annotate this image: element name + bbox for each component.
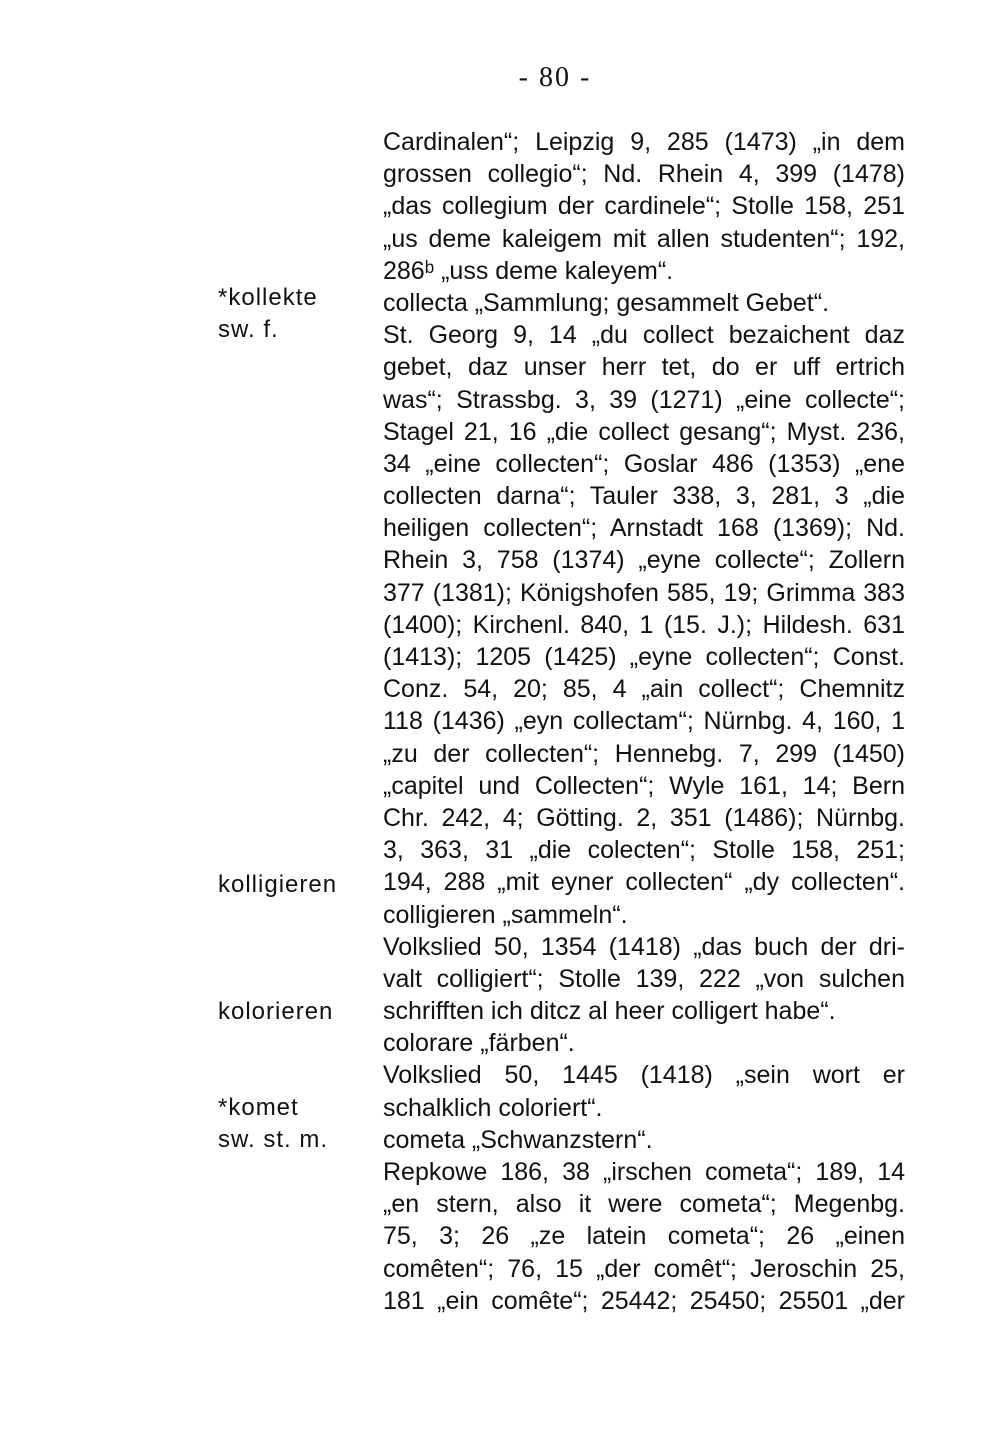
text-line: colorare „färben“.: [383, 1029, 575, 1058]
text-line: St. Georg 9, 14 „du collect bezaichent daz: [383, 321, 905, 350]
text-line: „das collegium der cardinele“; Stolle 158, 251: [383, 192, 905, 221]
text-line: Volkslied 50, 1354 (1418) „das buch der dri-: [383, 932, 905, 961]
text-line: grossen collegio“; Nd. Rhein 4, 399 (1478): [383, 160, 905, 189]
body-text: [383, 126, 905, 1317]
text-line: Volkslied 50, 1445 (1418) „sein wort er: [383, 1061, 905, 1090]
text-line: Repkowe 186, 38 „irschen cometa“; 189, 14: [383, 1158, 905, 1186]
text-line: collecten darna“; Tauler 338, 3, 281, 3 „die: [383, 482, 905, 511]
margin-label-komet-gender: sw. st. m.: [218, 1126, 329, 1153]
margin-label-kolorieren: kolorieren: [218, 998, 334, 1025]
text-line: cometa „Schwanzstern“.: [383, 1125, 653, 1154]
text-line: heiligen collecten“; Arnstadt 168 (1369); Nd.: [383, 514, 905, 543]
text-line: 34 „eine collecten“; Goslar 486 (1353) „ene: [383, 449, 905, 478]
text-line: Chr. 242, 4; Götting. 2, 351 (1486); Nürnbg.: [383, 803, 905, 832]
margin-label-kollekte-gender: sw. f.: [218, 316, 279, 343]
text-line: „capitel und Collecten“; Wyle 161, 14; Bern: [383, 771, 905, 800]
text-line: 194, 288 „mit eyner collecten“ „dy collecten“.: [383, 868, 905, 897]
text-line: Rhein 3, 758 (1374) „eyne collecte“; Zollern: [383, 546, 905, 575]
margin-label-komet: *komet: [218, 1094, 299, 1121]
text-line: (1400); Kirchenl. 840, 1 (15. J.); Hildesh. 631: [383, 610, 905, 639]
text-line: 181 „ein comête“; 25442; 25450; 25501 „der: [383, 1286, 905, 1315]
text-line: collecta „Sammlung; gesammelt Gebet“.: [383, 288, 830, 317]
text-line: was“; Strassbg. 3, 39 (1271) „eine collecte“;: [383, 385, 905, 414]
text-line: Conz. 54, 20; 85, 4 „ain collect“; Chemnitz: [383, 675, 905, 704]
text-line: schalklich coloriert“.: [383, 1093, 603, 1122]
margin-label-kollekte: *kollekte: [218, 284, 318, 311]
text-line: gebet, daz unser herr tet, do er uff ertrich: [383, 353, 905, 382]
margin-label-kolligieren: kolligieren: [218, 871, 338, 898]
text-line: comêten“; 76, 15 „der comêt“; Jeroschin 25,: [383, 1254, 905, 1283]
text-line: 75, 3; 26 „ze latein cometa“; 26 „einen: [383, 1222, 905, 1251]
text-line: 286ᵇ „uss deme kaleyem“.: [383, 256, 674, 285]
text-line: schrifften ich ditcz al heer colligert habe“.: [383, 997, 836, 1026]
text-line: Cardinalen“; Leipzig 9, 285 (1473) „in dem: [383, 128, 905, 156]
text-line: colligieren „sammeln“.: [383, 900, 628, 929]
text-line: valt colligiert“; Stolle 139, 222 „von sulchen: [383, 964, 905, 993]
page-number: - 80 -: [518, 62, 592, 93]
text-line: „en stern, also it were cometa“; Megenbg.: [383, 1190, 905, 1219]
text-line: „us deme kaleigem mit allen studenten“; 192,: [383, 224, 905, 253]
text-line: Stagel 21, 16 „die collect gesang“; Myst. 236,: [383, 417, 905, 446]
text-line: (1413); 1205 (1425) „eyne collecten“; Const.: [383, 643, 905, 671]
text-line: „zu der collecten“; Hennebg. 7, 299 (1450): [383, 739, 905, 768]
text-line: 3, 363, 31 „die colecten“; Stolle 158, 251;: [383, 836, 905, 865]
text-line: 377 (1381); Königshofen 585, 19; Grimma 383: [383, 578, 905, 607]
text-line: 118 (1436) „eyn collectam“; Nürnbg. 4, 160, 1: [383, 707, 905, 736]
